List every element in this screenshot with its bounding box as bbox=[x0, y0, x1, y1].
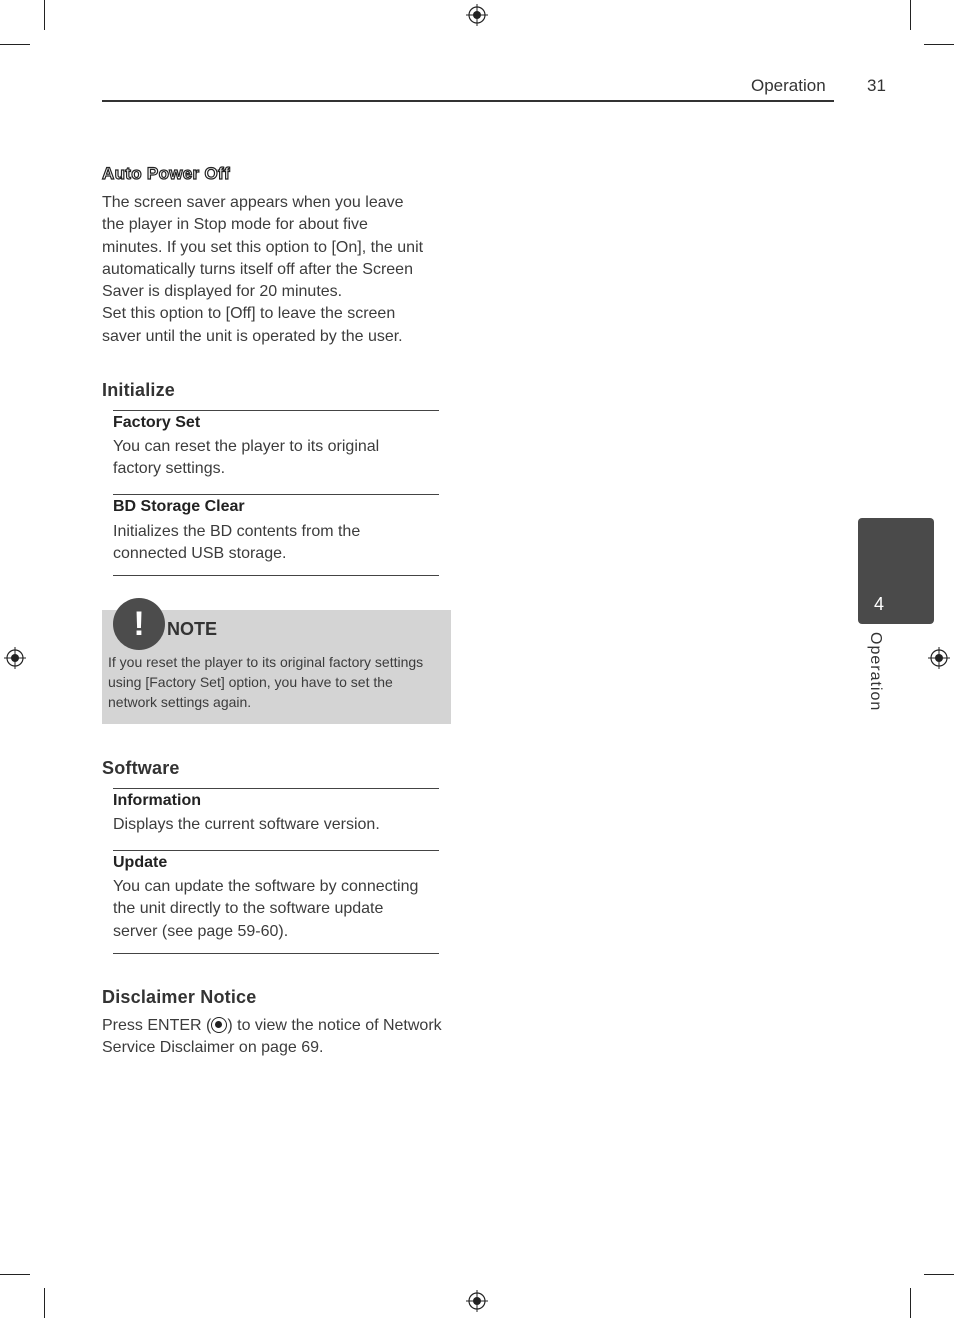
table-rule bbox=[113, 953, 439, 954]
header-rule bbox=[102, 100, 834, 102]
crop-mark bbox=[44, 0, 45, 30]
text-line: server (see page 59-60). bbox=[113, 922, 289, 940]
text-line: If you reset the player to its original factory settings bbox=[108, 654, 424, 670]
disclaimer-heading: Disclaimer Notice bbox=[102, 987, 257, 1007]
software-heading: Software bbox=[102, 758, 180, 778]
text-line: Set this option to [Off] to leave the screen bbox=[102, 305, 396, 323]
enter-button-icon bbox=[211, 1017, 227, 1033]
text-line: You can reset the player to its original bbox=[113, 438, 380, 455]
text-line: Saver is displayed for 20 minutes. bbox=[102, 283, 343, 301]
chapter-tab bbox=[858, 518, 934, 624]
auto-power-off-heading: Auto Power Off bbox=[102, 164, 230, 183]
table-rule bbox=[113, 850, 439, 851]
table-rule bbox=[113, 410, 439, 411]
table-rule bbox=[113, 788, 439, 789]
crop-mark bbox=[910, 0, 911, 30]
crop-mark bbox=[44, 1288, 45, 1318]
information-title: Information bbox=[113, 792, 201, 809]
note-label: NOTE bbox=[167, 619, 218, 639]
factory-set-title: Factory Set bbox=[113, 414, 201, 431]
information-desc bbox=[113, 814, 443, 836]
text-line: factory settings. bbox=[113, 460, 226, 478]
crop-mark bbox=[924, 1274, 954, 1275]
table-rule bbox=[113, 494, 439, 495]
bd-storage-clear-desc bbox=[113, 521, 443, 566]
text-fragment: ) to view the notice of Network bbox=[227, 1017, 442, 1034]
text-line: automatically turns itself off after the Screen bbox=[102, 260, 413, 278]
exclamation-icon: ! bbox=[113, 598, 165, 650]
registration-mark-icon bbox=[928, 647, 950, 669]
factory-set-desc bbox=[113, 436, 443, 481]
text-line: minutes. If you set this option to [On], the unit bbox=[102, 238, 424, 256]
registration-mark-icon bbox=[466, 1290, 488, 1312]
auto-power-off-text bbox=[102, 192, 452, 348]
crop-mark bbox=[924, 44, 954, 45]
page-number: 31 bbox=[867, 76, 886, 95]
text-line: Displays the current software version. bbox=[113, 816, 380, 833]
header-section-title: Operation bbox=[751, 76, 826, 95]
table-rule bbox=[113, 575, 439, 576]
disclaimer-text bbox=[102, 1015, 462, 1060]
text-line: Initializes the BD contents from the bbox=[113, 523, 361, 540]
text-line: The screen saver appears when you leave bbox=[102, 194, 404, 211]
text-line: You can update the software by connecting bbox=[113, 878, 419, 895]
text-fragment: Press ENTER ( bbox=[102, 1017, 212, 1034]
registration-mark-icon bbox=[4, 647, 26, 669]
text-line bbox=[102, 1015, 462, 1037]
text-line: connected USB storage. bbox=[113, 545, 287, 563]
update-title: Update bbox=[113, 854, 168, 871]
text-line: saver until the unit is operated by the user. bbox=[102, 327, 403, 345]
text-line: Service Disclaimer on page 69. bbox=[102, 1039, 324, 1057]
crop-mark bbox=[910, 1288, 911, 1318]
registration-mark-icon bbox=[466, 4, 488, 26]
text-line: the player in Stop mode for about five bbox=[102, 216, 368, 234]
initialize-heading: Initialize bbox=[102, 380, 176, 400]
update-desc bbox=[113, 876, 443, 943]
crop-mark bbox=[0, 44, 30, 45]
note-text bbox=[108, 652, 453, 712]
text-line: network settings again. bbox=[108, 694, 252, 710]
bd-storage-clear-title: BD Storage Clear bbox=[113, 498, 245, 515]
crop-mark bbox=[0, 1274, 30, 1275]
text-line: the unit directly to the software update bbox=[113, 900, 384, 918]
chapter-number: 4 bbox=[874, 594, 885, 614]
chapter-label: Operation bbox=[867, 632, 884, 712]
text-line: using [Factory Set] option, you have to set the bbox=[108, 674, 393, 690]
